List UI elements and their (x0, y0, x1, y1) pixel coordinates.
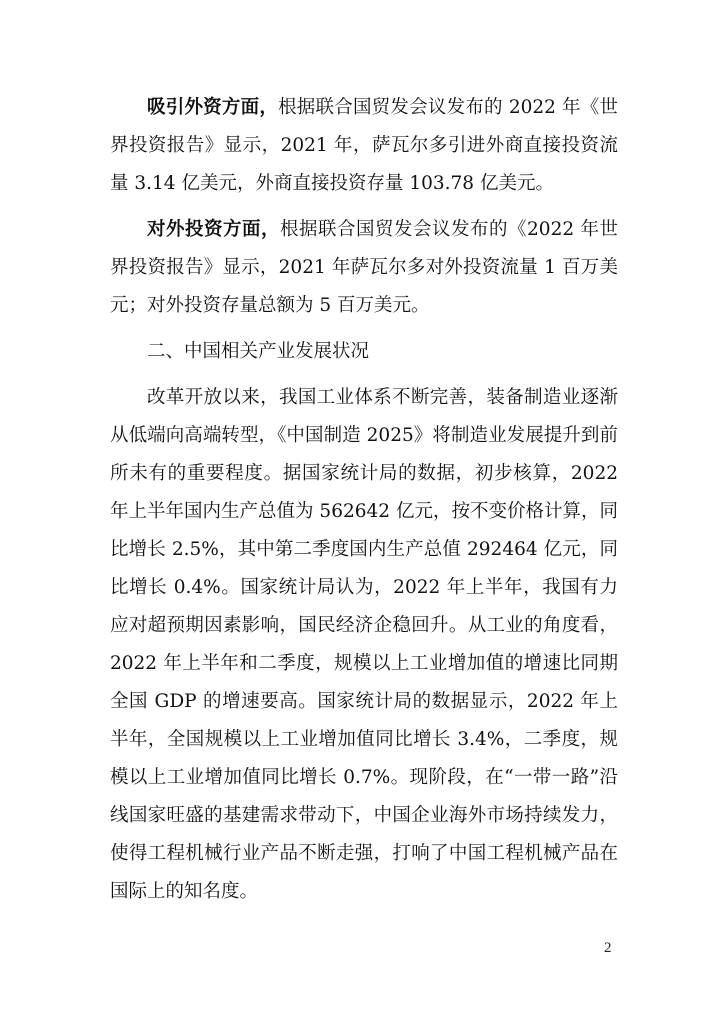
paragraph-lead-outward-investment: 对外投资方面， (147, 219, 281, 240)
paragraph-lead-attract-investment: 吸引外资方面， (147, 97, 279, 118)
paragraph-outward-investment (110, 211, 618, 325)
paragraph-china-industry: 改革开放以来，我国工业体系不断完善，装备制造业逐渐从低端向高端转型，《中国制造 2025》将制造业发展提升到前所未有的重要程度。据国家统计局的数据，初步核算，2022 年上半年国内生产总值为 562642 亿元，按不变价格计算，同比增长 2.5%，其中第二季度国内生产总值 292464 亿元，同比增长 0.4%。国家统计局认为，2022 年上半年，我国有力应对超预期因素影响，国民经济企稳回升。从工业的角度看，2022 年上半年和二季度，规模以上工业增加值的增速比同期全国 GDP 的增速要高。国家统计局的数据显示，2022 年上半年，全国规模以上工业增加值同比增长 3.4%，二季度，规模以上工业增加值同比增长 0.7%。现阶段，在“一带一路”沿线国家旺盛的基建需求带动下，中国企业海外市场持续发力，使得工程机械行业产品不断走强，打响了中国工程机械产品在国际上的知名度。 (110, 387, 618, 902)
document-body (110, 89, 618, 919)
section-heading: 二、中国相关产业发展状况 (147, 341, 370, 362)
paragraph-text: 根据联合国贸发会议发布的 2022 年《世界投资报告》显示，2021 年，萨瓦尔多引进外商直接投资流量 3.14 亿美元，外商直接投资存量 103.78 亿美元。 (110, 97, 618, 194)
paragraph-text: 根据联合国贸发会议发布的《2022 年世界投资报告》显示，2021 年萨瓦尔多对外投资流量 1 百万美元；对外投资存量总额为 5 百万美元。 (110, 219, 618, 316)
paragraph-foreign-investment-inflow (110, 89, 618, 203)
page-number: 2 (604, 940, 612, 956)
